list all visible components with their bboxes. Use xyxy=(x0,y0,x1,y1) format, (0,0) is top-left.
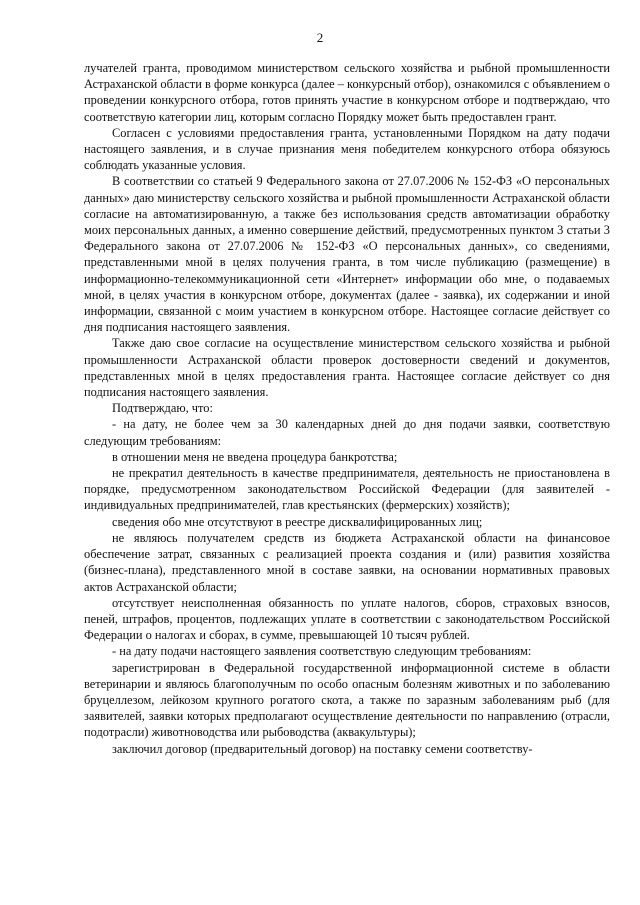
document-body xyxy=(84,60,610,757)
paragraph: не являюсь получателем средств из бюджета Астраханской области на финансовое обеспечение затрат, связанных с реализацией проекта создания и (или) развития хозяйства (бизнес-плана), представленного мной в составе заявки, на основании нормативных правовых актов Астраханской области; xyxy=(84,530,610,594)
paragraph: Согласен с условиями предоставления гранта, установленными Порядком на дату подачи настоящего заявления, и в случае признания меня победителем конкурсного отбора обязуюсь соблюдать указанные условия. xyxy=(84,125,610,173)
paragraph: отсутствует неисполненная обязанность по уплате налогов, сборов, страховых взносов, пеней, штрафов, процентов, подлежащих уплате в соответствии с законодательством Российской Федерации о налогах и сборах, в сумме, превышающей 10 тысяч рублей. xyxy=(84,595,610,643)
paragraph: - на дату, не более чем за 30 календарных дней до дня подачи заявки, соответствую следующим требованиям: xyxy=(84,417,610,448)
paragraph: в отношении меня не введена процедура банкротства; xyxy=(112,449,398,464)
page-number: 2 xyxy=(316,30,324,45)
paragraph: - на дату подачи настоящего заявления соответствую следующим требованиям: xyxy=(112,644,532,659)
paragraph: не прекратил деятельность в качестве предпринимателя, деятельность не приостановлена в порядке, предусмотренном законодательством Российской Федерации (для заявителей - индивидуальных предпринимателей, глав крестьянских (фермерских) хозяйств); xyxy=(84,466,610,513)
paragraph: сведения обо мне отсутствуют в реестре дисквалифицированных лиц; xyxy=(112,514,483,529)
paragraph: лучателей гранта, проводимом министерством сельского хозяйства и рыбной промышленности Астраханской области в форме конкурса (далее – конкурсный отбор), ознакомился с объявлением о проведении конкурсного отбора, готов принять участие в конкурсном отборе и подтверждаю, что соответствую категории лиц, которым согласно Порядку может быть предоставлен грант. xyxy=(84,61,610,124)
paragraph: Подтверждаю, что: xyxy=(112,401,213,416)
paragraph: В соответствии со статьей 9 Федерального закона от 27.07.2006 № 152-ФЗ «О персональных данных» даю министерству сельского хозяйства и рыбной промышленности Астраханской области согласие на автоматизированную, а также без использования средств автоматизации обработку моих персональных данных, а именно совершение действий, предусмотренных пунктом 3 статьи 3 Федерального закона от 27.07.2006 № 152-ФЗ «О персональных данных», со сведениями, представленными мной в целях получения гранта, в том числе публикацию (размещение) в информационно-телекоммуникационной сети «Интернет» информации обо мне, о подаваемых мной, в целях участия в конкурсном отборе, документах (далее - заявка), их содержании и иной информации, связанной с моим участием в конкурсном отборе. Настоящее согласие действует со дня подписания настоящего заявления. xyxy=(84,174,610,335)
paragraph: Также даю свое согласие на осуществление министерством сельского хозяйства и рыбной промышленности Астраханской области проверок достоверности сведений и документов, представленных мной в целях предоставления гранта. Настоящее согласие действует со дня подписания настоящего заявления. xyxy=(84,336,610,400)
paragraph: заключил договор (предварительный договор) на поставку семени соответству- xyxy=(112,741,533,756)
paragraph: зарегистрирован в Федеральной государственной информационной системе в области ветеринарии и являюсь благополучным по особо опасным болезням животных и по заболеванию бруцеллезом, лейкозом крупного рогатого скота, а также по заразным заболеваниям рыб (для заявителей, заявки которых предполагают осуществление деятельности по направлению (отрасли, подотрасли) животноводства или рыбоводства (аквакультуры); xyxy=(84,660,610,740)
